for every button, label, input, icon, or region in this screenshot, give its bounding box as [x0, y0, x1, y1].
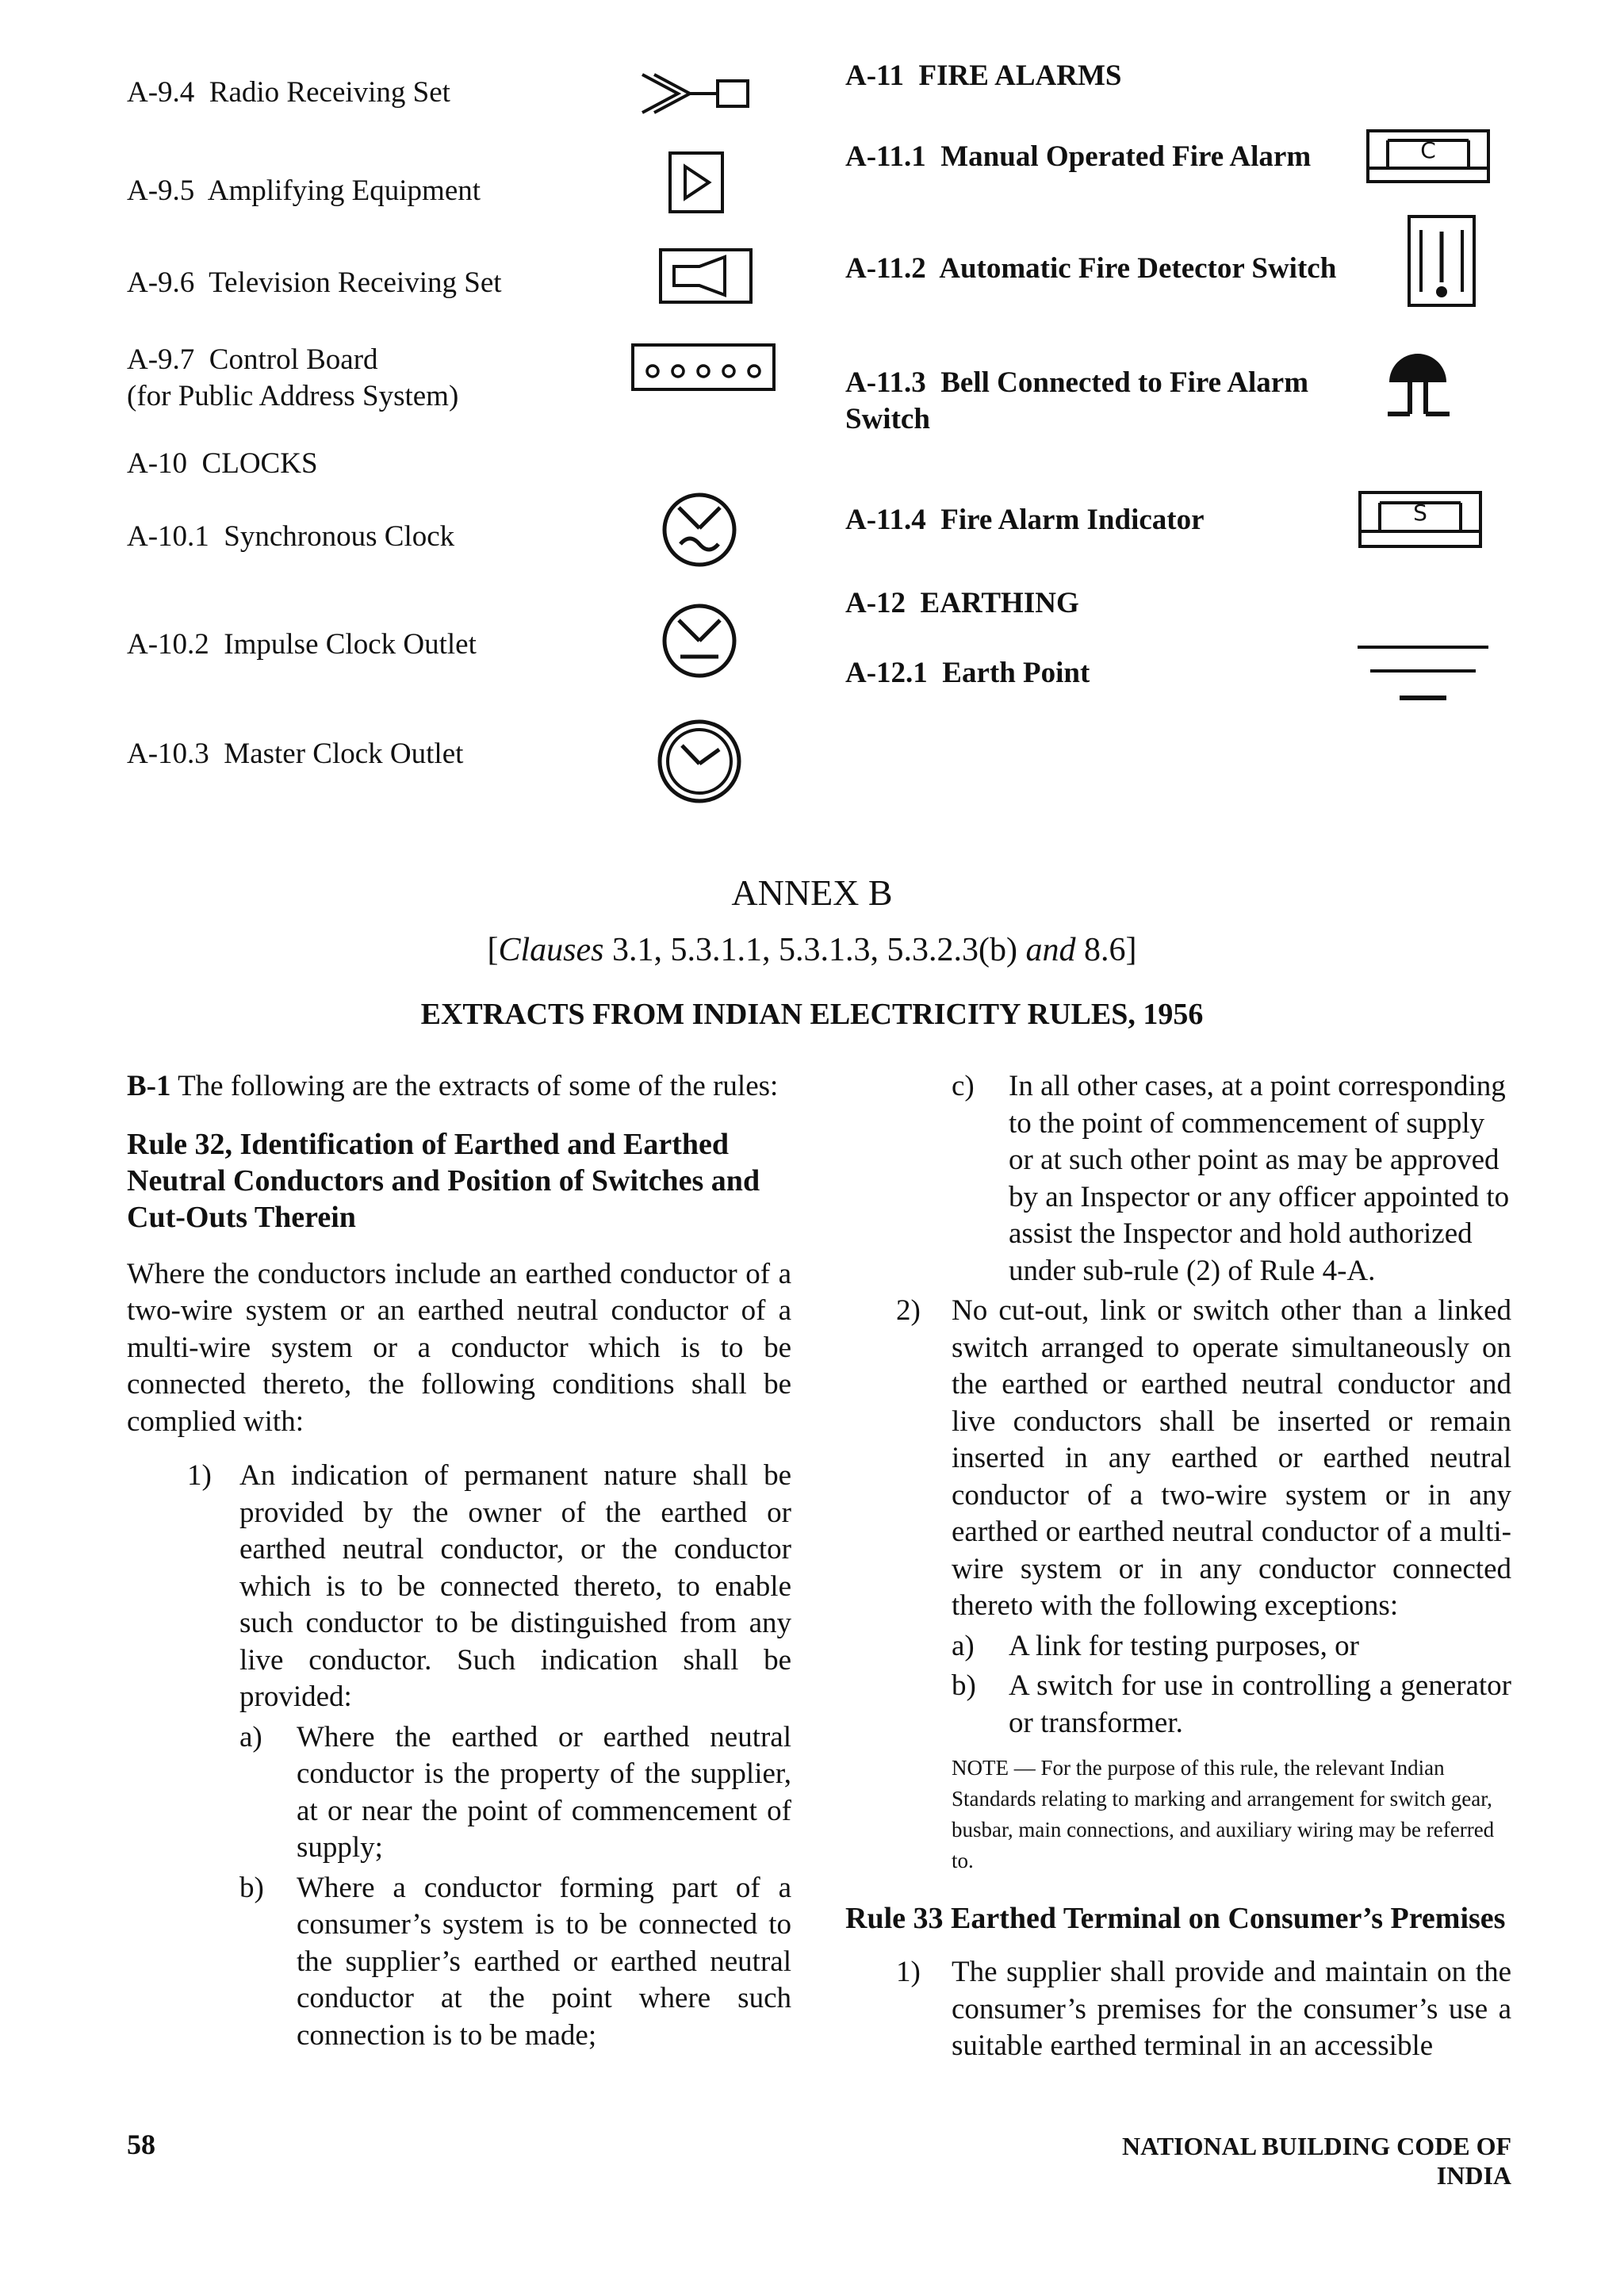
section-heading-earthing: A-12 EARTHING	[845, 587, 1079, 619]
television-receiving-set-icon	[658, 247, 753, 305]
control-board-icon	[630, 343, 777, 392]
fire-alarm-indicator-icon	[1358, 490, 1483, 549]
earth-point-icon	[1358, 642, 1488, 706]
automatic-fire-detector-icon	[1407, 214, 1477, 308]
section-heading-clocks: A-10 CLOCKS	[127, 447, 318, 480]
symbol-label-manual-fire-alarm: A-11.1 Manual Operated Fire Alarm	[845, 140, 1312, 173]
symbol-label-television-receiving-set: A-9.6 Television Receiving Set	[127, 266, 502, 299]
manual-fire-alarm-glyph: C	[1420, 137, 1436, 163]
right-column	[845, 1068, 1511, 2065]
section-heading-fire-alarms: A-11 FIRE ALARMS	[845, 59, 1122, 92]
symbol-label-impulse-clock-outlet: A-10.2 Impulse Clock Outlet	[127, 628, 477, 661]
rule-32-exception-b: b) A switch for use in controlling a generator or transformer.	[952, 1669, 1511, 1739]
rule-33-title: Rule 33 Earthed Terminal on Consumer’s Premises	[845, 1902, 1506, 1935]
radio-receiving-set-icon	[638, 70, 757, 117]
publication-title: NATIONAL BUILDING CODE OF INDIA	[1121, 2132, 1511, 2190]
annex-clauses: [Clauses 3.1, 5.3.1.1, 5.3.1.3, 5.3.2.3(b) and 8.6]	[487, 932, 1137, 968]
rule-32-item-1: 1) An indication of permanent nature shall be provided by the owner of the earthed or earthed neutral conductor, or the conductor which is to be connected thereto, to enable such conductor to be distinguished from any live conductor. Such indication shall be provided:	[187, 1459, 791, 1713]
fire-alarm-bell-icon	[1378, 341, 1457, 420]
master-clock-outlet-icon	[656, 718, 743, 805]
symbol-label-synchronous-clock: A-10.1 Synchronous Clock	[127, 520, 455, 553]
manual-fire-alarm-icon	[1365, 128, 1491, 184]
synchronous-clock-icon	[660, 490, 739, 569]
rule-32-note: NOTE — For the purpose of this rule, the relevant Indian Standards relating to marking and arrangement for switch gear, busbar, main connections, and auxiliary wiring may be referred to.	[952, 1756, 1495, 1872]
rule-32-item-1a: a) Where the earthed or earthed neutral conductor is the property of the supplier, at or near the point of commencement of supply;	[239, 1720, 791, 1864]
rule-32-item-2: 2) No cut-out, link or switch other than a linked switch arranged to operate simultaneously on the earthed or earthed neutral conductor and live conductors shall be inserted or remain inserted in any earthed or earthed neutral conductor of a two-wire system or in any earthed or earthed neutral conductor of a multi-wire system or in any conductor connected thereto with the following exceptions:	[896, 1294, 1511, 1622]
clause-b1: B-1 The following are the extracts of some of the rules:	[127, 1070, 779, 1102]
rule-32-exception-a: a) A link for testing purposes, or	[952, 1629, 1359, 1662]
symbol-label-earth-point: A-12.1 Earth Point	[845, 657, 1090, 689]
amplifying-equipment-icon	[668, 151, 725, 214]
symbol-label-fire-alarm-bell: A-11.3 Bell Connected to Fire Alarm Switch	[845, 366, 1309, 435]
left-column	[127, 1068, 791, 2054]
rule-32-title: Rule 32, Identification of Earthed and Earthed Neutral Conductors and Position of Switches and Cut-Outs Therein	[127, 1127, 760, 1234]
symbol-label-amplifying-equipment: A-9.5 Amplifying Equipment	[127, 174, 481, 207]
impulse-clock-outlet-icon	[660, 601, 739, 680]
symbol-label-master-clock-outlet: A-10.3 Master Clock Outlet	[127, 738, 464, 770]
annex-subtitle: EXTRACTS FROM INDIAN ELECTRICITY RULES, 1956	[420, 998, 1204, 1031]
rule-32-item-1c: c) In all other cases, at a point corresponding to the point of commencement of supply or at such other point as may be approved by an Inspector or any officer appointed to assist the Inspector and hold authorized under sub-rule (2) of Rule 4-A.	[952, 1070, 1510, 1287]
rule-33-item-1: 1) The supplier shall provide and maintain on the consumer’s premises for the consumer’s use a suitable earthed terminal in an accessible	[896, 1956, 1511, 2062]
rule-32-intro: Where the conductors include an earthed conductor of a two-wire system or an earthed neutral conductor of a multi-wire system or a conductor which is to be connected thereto, the following conditions shall be complied with:	[127, 1257, 791, 1438]
fire-alarm-indicator-glyph: S	[1413, 500, 1427, 526]
annex-title: ANNEX B	[731, 872, 893, 913]
symbol-label-control-board: A-9.7 Control Board (for Public Address System)	[127, 343, 459, 412]
rule-32-item-1b: b) Where a conductor forming part of a consumer’s system is to be connected to the supplier’s earthed or earthed neutral conductor at the point where such connection is to be made;	[239, 1871, 791, 2052]
symbol-label-fire-alarm-indicator: A-11.4 Fire Alarm Indicator	[845, 504, 1205, 536]
symbol-label-automatic-fire-detector: A-11.2 Automatic Fire Detector Switch	[845, 252, 1337, 285]
symbol-label-radio-receiving-set: A-9.4 Radio Receiving Set	[127, 76, 450, 109]
page-number: 58	[127, 2129, 155, 2160]
